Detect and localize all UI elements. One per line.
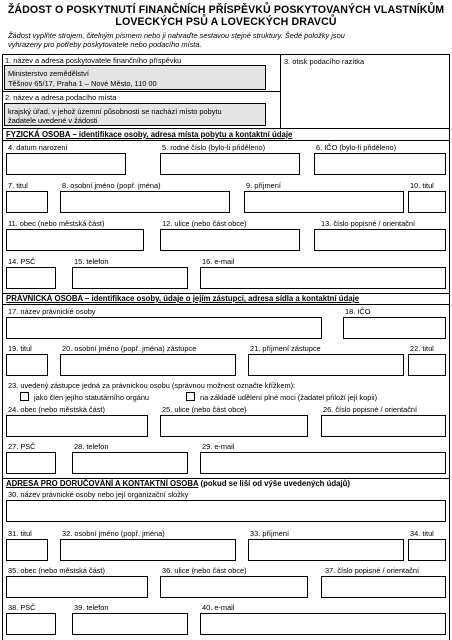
- field-4-label: 4. datum narození: [8, 143, 68, 152]
- field-28-label: 28. telefon: [74, 442, 109, 451]
- first-name-input[interactable]: [60, 191, 230, 213]
- field-5-label: 5. rodné číslo (bylo-li přiděleno): [162, 143, 266, 152]
- company-email-input[interactable]: [200, 452, 446, 474]
- field-13-label: 13. číslo popisné / orientační: [321, 219, 416, 228]
- company-postal-code-input[interactable]: [6, 452, 56, 474]
- statutory-body-option-label: jako člen jejího statutárního orgánu: [34, 393, 150, 402]
- company-house-number-input[interactable]: [321, 415, 446, 437]
- field-22-label: 22. titul: [410, 344, 434, 353]
- birth-date-input[interactable]: [6, 153, 126, 175]
- field-21-label: 21. příjmení zástupce: [250, 344, 321, 353]
- house-number-input[interactable]: [314, 229, 446, 251]
- field-37-label: 37. číslo popisné / orientační: [325, 566, 420, 575]
- provider-address: Těšnov 65/17, Praha 1 – Nové Město, 110 00: [8, 79, 157, 88]
- instructions-line2: vyhrazeny pro potřeby poskytovatele nebo podacího místa.: [8, 40, 202, 50]
- surname-input[interactable]: [244, 191, 404, 213]
- title-after-input[interactable]: [408, 191, 446, 213]
- field-14-label: 14. PSČ: [8, 257, 36, 266]
- company-name-input[interactable]: [6, 317, 322, 339]
- contact-title-before-input[interactable]: [6, 539, 48, 561]
- field-38-label: 38. PSČ: [8, 603, 36, 612]
- provider-name: Ministerstvo zemědělství: [8, 69, 89, 78]
- field-7-label: 7. titul: [8, 181, 28, 190]
- phone-input[interactable]: [72, 267, 188, 289]
- field-3-stamp-label: 3. otisk podacího razítka: [284, 57, 365, 66]
- field-12-label: 12. ulice (nebo část obce): [162, 219, 247, 228]
- field-40-label: 40. e-mail: [202, 603, 235, 612]
- field-8-label: 8. osobní jméno (popř. jména): [62, 181, 161, 190]
- field-18-label: 18. IČO: [345, 307, 371, 316]
- rep-title-before-input[interactable]: [6, 354, 48, 376]
- field-34-label: 34. titul: [410, 529, 434, 538]
- delivery-street-input[interactable]: [160, 576, 308, 598]
- field-10-label: 10. titul: [410, 181, 434, 190]
- field-27-label: 27. PSČ: [8, 442, 36, 451]
- filing-place-line1: krajský úřad, v jehož územní působnosti se nachází místo pobytu: [8, 107, 222, 116]
- delivery-phone-input[interactable]: [72, 613, 188, 635]
- field-33-label: 33. příjmení: [250, 529, 290, 538]
- company-street-input[interactable]: [160, 415, 308, 437]
- rep-surname-input[interactable]: [248, 354, 404, 376]
- form-instructions: [8, 31, 448, 50]
- rep-title-after-input[interactable]: [408, 354, 446, 376]
- form-title-line2: LOVECKÝCH PSŮ A LOVECKÝCH DRAVCŮ: [115, 16, 337, 28]
- field-35-label: 35. obec (nebo městská část): [8, 566, 105, 575]
- field-23-label: 23. uvedený zástupce jedná za právnickou osobu (správnou možnost označte křížkem):: [8, 381, 296, 390]
- section-delivery-heading: [6, 479, 350, 488]
- filing-place-line2: žadatele uvedené v žádosti: [8, 116, 98, 125]
- company-municipality-input[interactable]: [6, 415, 148, 437]
- delivery-municipality-input[interactable]: [6, 576, 148, 598]
- street-input[interactable]: [160, 229, 300, 251]
- company-ico-input[interactable]: [343, 317, 446, 339]
- field-32-label: 32. osobní jméno (popř. jména): [62, 529, 165, 538]
- section-natural-person-heading: FYZICKÁ OSOBA – identifikace osoby, adresa místa pobytu a kontaktní údaje: [6, 130, 293, 139]
- postal-code-input[interactable]: [6, 267, 56, 289]
- field-16-label: 16. e-mail: [202, 257, 235, 266]
- field-29-label: 29. e-mail: [202, 442, 235, 451]
- field-17-label: 17. název právnické osoby: [8, 307, 96, 316]
- field-2-label: 2. název a adresa podacího místa: [5, 93, 117, 102]
- field-30-label: 30. název právnické osoby nebo její organizační složky: [8, 490, 189, 499]
- instructions-line1: Žádost vyplňte strojem, čitelným písmem nebo ji nahraďte sestavou stejné struktury. Šedé položky jsou: [8, 31, 345, 40]
- birth-number-input[interactable]: [160, 153, 300, 175]
- field-1-label: 1. název a adresa poskytovatele finančního příspěvku: [5, 56, 182, 65]
- delivery-heading-text: ADRESA PRO DORUČOVÁNÍ A KONTAKTNÍ OSOBA: [6, 479, 199, 488]
- section-legal-person-heading: PRÁVNICKÁ OSOBA – identifikace osoby, údaje o jejím zástupci, adresa sídla a kontaktní údaje: [6, 294, 360, 303]
- power-of-attorney-checkbox[interactable]: [186, 392, 195, 401]
- delivery-organisation-input[interactable]: [6, 500, 446, 522]
- contact-title-after-input[interactable]: [408, 539, 446, 561]
- delivery-email-input[interactable]: [200, 613, 446, 635]
- field-25-label: 25. ulice (nebo část obce): [162, 405, 247, 414]
- form-title-line1: ŽÁDOST O POSKYTNUTÍ FINANČNÍCH PŘÍSPĚVKŮ POSKYTOVANÝCH VLASTNÍKŮM: [7, 4, 445, 16]
- field-15-label: 15. telefon: [74, 257, 109, 266]
- filing-place-box: [4, 103, 266, 126]
- delivery-postal-code-input[interactable]: [6, 613, 56, 635]
- field-26-label: 26. číslo popisné / orientační: [323, 405, 418, 414]
- provider-address-box: [4, 65, 266, 90]
- email-input[interactable]: [200, 267, 446, 289]
- field-24-label: 24. obec (nebo městská část): [8, 405, 105, 414]
- field-11-label: 11. obec (nebo městská část): [8, 219, 105, 228]
- power-of-attorney-option-label: na základě udělení plné moci (žadatel přiloží její kopii): [200, 393, 378, 402]
- contact-surname-input[interactable]: [248, 539, 404, 561]
- field-19-label: 19. titul: [8, 344, 32, 353]
- municipality-input[interactable]: [6, 229, 144, 251]
- delivery-heading-note: (pokud se liší od výše uvedených údajů): [200, 479, 350, 488]
- contact-first-name-input[interactable]: [60, 539, 236, 561]
- rep-first-name-input[interactable]: [60, 354, 236, 376]
- field-6-label: 6. IČO (bylo-li přiděleno): [316, 143, 397, 152]
- title-before-input[interactable]: [6, 191, 48, 213]
- field-9-label: 9. příjmení: [246, 181, 281, 190]
- field-31-label: 31. titul: [8, 529, 32, 538]
- delivery-house-number-input[interactable]: [321, 576, 446, 598]
- company-phone-input[interactable]: [72, 452, 188, 474]
- field-39-label: 39. telefon: [74, 603, 109, 612]
- field-20-label: 20. osobní jméno (popř. jména) zástupce: [62, 344, 197, 353]
- field-36-label: 36. ulice (nebo část obce): [162, 566, 247, 575]
- statutory-body-checkbox[interactable]: [20, 392, 29, 401]
- ico-input[interactable]: [314, 153, 446, 175]
